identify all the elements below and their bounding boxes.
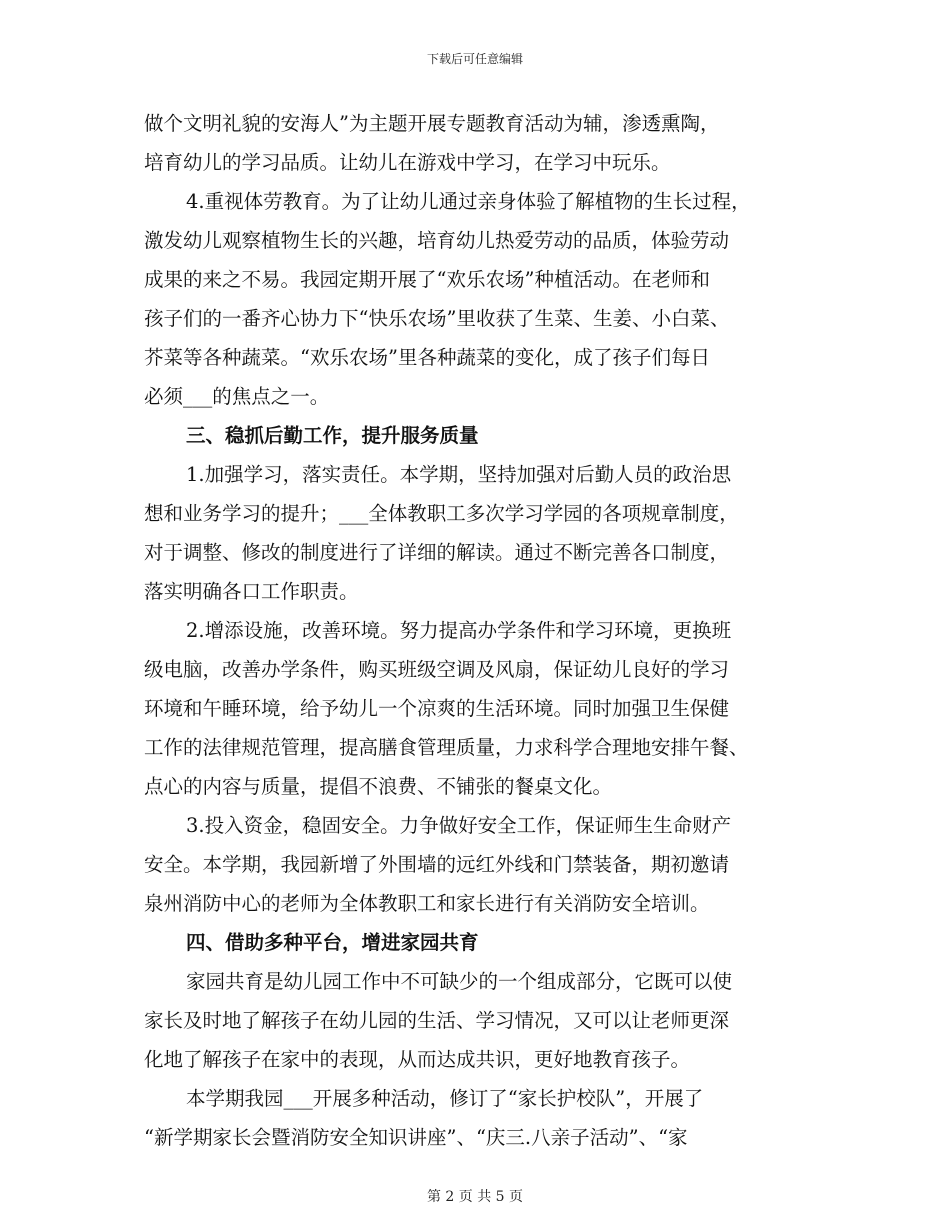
body-line: 本学期我园___开展多种活动，修订了“家长护校队”，开展了 (186, 1087, 704, 1110)
body-line: 对于调整、修改的制度进行了详细的解读。通过不断完善各口制度， (144, 541, 730, 564)
body-line: 安全。本学期，我园新增了外围墙的远红外线和门禁装备，期初邀请 (144, 853, 730, 876)
body-line: 孩子们的一番齐心协力下“快乐农场”里收获了生菜、生姜、小白菜、 (144, 307, 730, 330)
body-line: 芥菜等各种蔬菜。“欢乐农场”里各种蔬菜的变化，成了孩子们每日 (144, 346, 710, 369)
body-line: 化地了解孩子在家中的表现，从而达成共识，更好地教育孩子。 (144, 1048, 691, 1071)
body-line: 级电脑，改善办学条件，购买班级空调及风扇，保证幼儿良好的学习 (144, 658, 730, 681)
body-line: “新学期家长会暨消防安全知识讲座”、“庆三.八亲子活动”、“家 (144, 1126, 688, 1149)
body-line: 2.增添设施，改善环境。努力提高办学条件和学习环境，更换班 (186, 619, 732, 642)
section-heading: 三、稳抓后勤工作，提升服务质量 (186, 424, 479, 447)
body-line: 工作的法律规范管理，提高膳食管理质量，力求科学合理地安排午餐、 (144, 736, 749, 759)
body-line: 培育幼儿的学习品质。让幼儿在游戏中学习，在学习中玩乐。 (144, 151, 671, 174)
body-line: 想和业务学习的提升；___全体教职工多次学习学园的各项规章制度， (144, 502, 739, 525)
body-line: 4.重视体劳教育。为了让幼儿通过亲身体验了解植物的生长过程， (186, 190, 751, 213)
document-body (144, 104, 812, 1157)
body-line: 成果的来之不易。我园定期开展了“欢乐农场”种植活动。在老师和 (144, 268, 710, 291)
body-line: 3.投入资金，稳固安全。力争做好安全工作，保证师生生命财产 (186, 814, 732, 837)
page-footer: 第 2 页 共 5 页 (426, 1189, 524, 1205)
body-line: 家园共育是幼儿园工作中不可缺少的一个组成部分，它既可以使 (186, 970, 733, 993)
body-line: 点心的内容与质量，提倡不浪费、不铺张的餐桌文化。 (144, 775, 613, 798)
body-line: 落实明确各口工作职责。 (144, 580, 359, 603)
body-line: 家长及时地了解孩子在幼儿园的生活、学习情况，又可以让老师更深 (144, 1009, 730, 1032)
body-line: 泉州消防中心的老师为全体教职工和家长进行有关消防安全培训。 (144, 892, 710, 915)
body-line: 做个文明礼貌的安海人”为主题开展专题教育活动为辅，渗透熏陶， (144, 112, 720, 135)
body-line: 环境和午睡环境，给予幼儿一个凉爽的生活环境。同时加强卫生保健 (144, 697, 730, 720)
body-line: 激发幼儿观察植物生长的兴趣，培育幼儿热爱劳动的品质，体验劳动 (144, 229, 730, 252)
section-heading: 四、借助多种平台，增进家园共育 (186, 931, 479, 954)
body-line: 必须___的焦点之一。 (144, 385, 330, 408)
body-line: 1.加强学习，落实责任。本学期，坚持加强对后勤人员的政治思 (186, 463, 732, 486)
page-header: 下载后可任意编辑 (426, 52, 523, 66)
